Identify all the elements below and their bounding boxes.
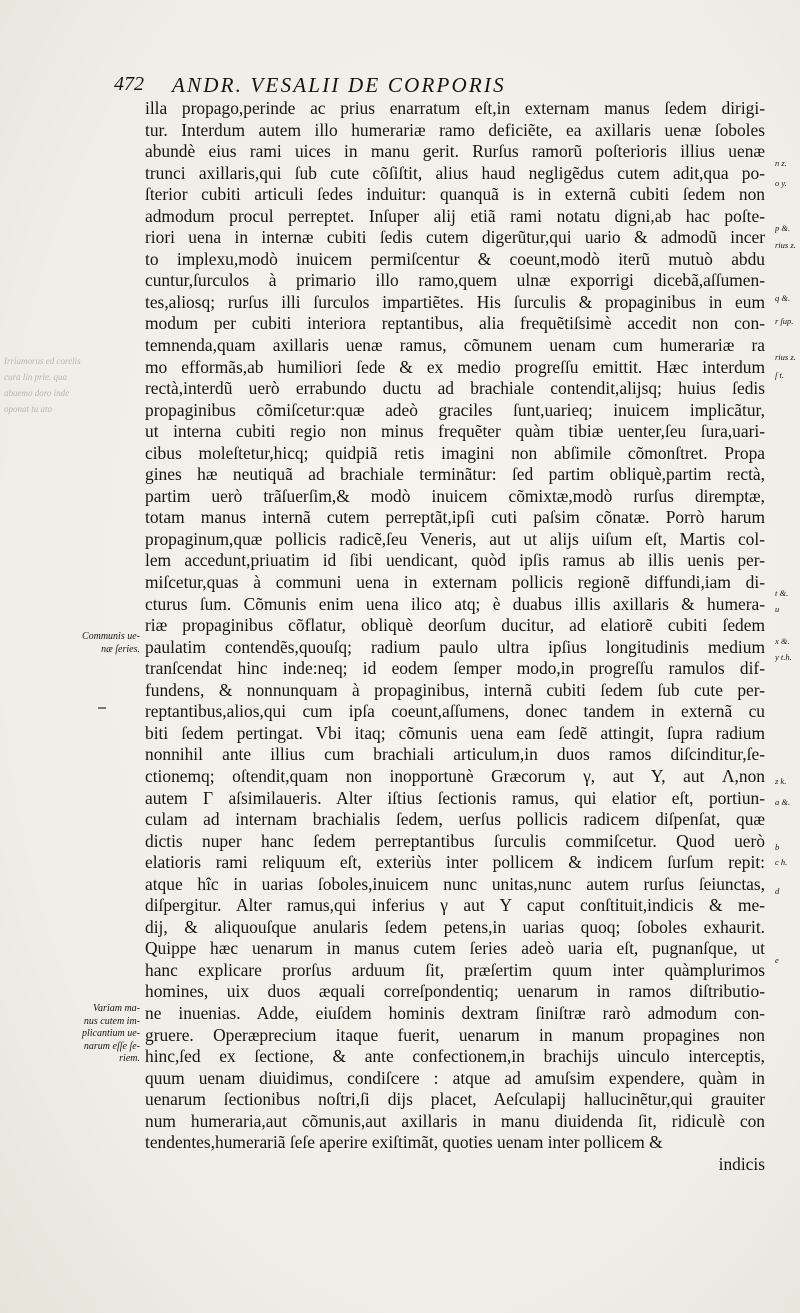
marginal-line: plicantium ue-: [81, 1028, 140, 1039]
text-line: abundè eius rami uices in manu gerit. Rurſus ramorũ poſterioris illius uenæ: [145, 141, 765, 162]
text-line: ut interna cubiti regio non minus frequẽter quàm tibiæ uenter,ſeu ſura,uari-: [145, 421, 765, 442]
text-line: Quippe hæc uenarum in manus cutem ſeries adeò uaria eſt, pugnanſque, ut: [145, 938, 765, 959]
text-line: uenarum ſectionibus noſtri,ſi dijs placet, Aeſculapij hallucinẽtur,qui grauiter: [145, 1089, 765, 1110]
text-line: illa propago,perinde ac prius enarratum eſt,in externam manus ſedem dirigi-: [145, 98, 765, 118]
siglum: ſ t.: [775, 370, 784, 380]
siglum: y t.h.: [775, 652, 792, 662]
text-line: rectà,interdũ uerò errabundo ductu ad brachiale contendit,alijsq; huius ſedis: [145, 378, 765, 399]
bleed-through-line: cura lin prie. qua: [4, 372, 67, 382]
text-line: autem Γ aſsimilaueris. Alter iſtius ſectionis ramus, qui elatior eſt, portiun-: [145, 787, 765, 808]
text-line: partim uerò trãſuerſim,& modò inuicem cõmixtæ,modò rurſus diremptæ,: [145, 485, 765, 506]
bleed-through-line: Irriamorus ed corelis: [4, 356, 81, 366]
text-line: totam manus internã cutem perreptãt,ipſi cuti paſsim cõnatæ. Porrò harum: [145, 507, 765, 528]
main-text-block: [145, 98, 765, 1175]
text-line: nonnihil ante illius cum brachiali articulum,in duos ramos diſcinditur,ſe-: [145, 744, 765, 765]
text-line: tes,aliosq; rurſus illi ſurculos impartiẽtes. His ſurculis & propaginibus in eum: [145, 291, 765, 312]
text-line: atque hîc in uarias ſoboles,inuicem nunc unitas,nunc autem rurſus ſeiunctas,: [145, 873, 765, 894]
siglum: n z.: [775, 158, 787, 168]
siglum: d: [775, 886, 780, 896]
marginal-note-communis: [60, 631, 140, 656]
running-title: ANDR. VESALII DE CORPORIS: [172, 73, 506, 97]
siglum: u: [775, 604, 780, 614]
siglum: q &.: [775, 293, 791, 303]
marginal-line: narum eſſe ſe-: [83, 1040, 140, 1052]
marginal-line: Communis ue-: [81, 631, 140, 642]
text-line: gruere. Operæprecium itaque fuerit, uenarum in manum propagines non: [145, 1024, 765, 1045]
siglum: r ſup.: [775, 316, 794, 326]
text-line: mo efformãs,ab humiliori ſede & ex medio progreſſu emittit. Hæc interdum: [145, 356, 765, 377]
text-line: diſpergitur. Alter ramus,qui inferius γ aut Y caput conſtituit,indicis & me-: [145, 895, 765, 916]
siglum: e: [775, 955, 779, 965]
bleed-through-line: oponat tu ato: [4, 404, 53, 414]
text-line: ne inuenias. Adde, eiuſdem hominis dextram ſiniſtræ rarò admodum con-: [145, 1002, 765, 1023]
text-line: riæ propaginibus cõflatur, obliquè deorſum ducitur, ad elatiorẽ cubiti ſedem: [145, 615, 765, 636]
marginal-line: riem.: [119, 1053, 140, 1064]
marginal-line: næ ſeries.: [101, 643, 140, 655]
text-line: paulatim contendẽs,quouſq; radium paulo ultra ipſius longitudinis medium: [145, 636, 765, 657]
text-line: gines hæ neutiquã ad brachiale terminãtur: ſed partim obliquè,partim rectà,: [145, 464, 765, 485]
text-line: homines, uix duos æquali correſpondentiq; uenarum in ramos diſtributio-: [145, 981, 765, 1002]
text-line: admodum procul perreptet. Inſuper alij etiã rami notatu digni,ab hac poſte-: [145, 205, 765, 226]
text-line: trunci axillaris,qui ſub cute cõſiſtit, alius haud negligẽdus cutem adit,qua po-: [145, 162, 765, 183]
text-line: hinc,ſed ex ſectione, & ante confectionem,in brachijs uinculo interceptis,: [145, 1046, 765, 1067]
text-line: num humeraria,aut cõmunis,aut axillaris in manu diuidenda ſit, ridiculè con: [145, 1110, 765, 1131]
text-line: indicis: [718, 1153, 765, 1174]
text-line: to implexu,modò inuicem permiſcentur & coeunt,modò iterũ mutuò abdu: [145, 248, 765, 269]
marginal-line: Variam ma-: [93, 1003, 140, 1014]
text-line: cuntur,ſurculos à primario illo ramo,quem ulnæ exporrigi dicebã,aſſumen-: [145, 270, 765, 291]
text-line: ctionemq; oſtendit,quam non inopportunè Græcorum γ, aut Y, aut Λ,non: [145, 765, 765, 786]
text-line: fundens, & nonnunquam à propaginibus, internã cubiti ſedem ſub cute per-: [145, 679, 765, 700]
text-line: propaginibus cõmiſcetur:quæ adeò graciles ſunt,uarieq; inuicem implicãtur,: [145, 399, 765, 420]
text-line: cibus moleſtetur,hicq; quidpiã retis imagini non abſimile cõmonſtret. Propa: [145, 442, 765, 463]
text-line: elatioris rami reliquum eſt, exteriùs inter pollicem & indicem ſurſum repit:: [145, 852, 765, 873]
siglum: b: [775, 842, 780, 852]
siglum: o y.: [775, 178, 787, 188]
page-number: 472: [114, 73, 144, 95]
text-line: temnenda,quam axillaris uenæ ramus, cõmunem uenam cum humerariæ ra: [145, 335, 765, 356]
siglum: t &.: [775, 588, 789, 598]
text-line: dictis nuper hanc ſedem perreptantibus ſurculis commiſcetur. Quod uerò: [145, 830, 765, 851]
text-line: cturus ſum. Cõmunis enim uena ilico atq; è duabus illis axillaris & humera-: [145, 593, 765, 614]
marginal-line: nus cutem im-: [83, 1015, 140, 1027]
siglum: c h.: [775, 857, 788, 867]
text-line: ſterior cubiti articuli ſedes induitur: quanquã is in externã cubiti ſedem non: [145, 184, 765, 205]
text-line: tranſcendat hinc inde:neq; id eodem ſemper modo,in progreſſu ramulos dif-: [145, 658, 765, 679]
text-line: tur. Interdum autem illo humerariæ ramo deficiẽte, ea axillaris uenæ ſoboles: [145, 119, 765, 140]
siglum: z k.: [775, 776, 787, 786]
text-line: miſcetur,quas à communi uena in externam pollicis regionẽ diffundi,iam di-: [145, 572, 765, 593]
text-line: hanc explicare prorſus arduum ſit, præſertim quum inter quàmplurimos: [145, 959, 765, 980]
siglum: p &.: [775, 223, 791, 233]
siglum: a &.: [775, 797, 791, 807]
text-line: riori uena in internæ cubiti ſedis cutem digerũtur,qui uario & admodũ incer: [145, 227, 765, 248]
siglum: rius z.: [775, 240, 796, 250]
siglum: x &.: [775, 636, 790, 646]
text-line: lem accedunt,priuatim id ſibi uendicant, quòd ipſis ramus ab illis uenis per-: [145, 550, 765, 571]
text-line: culam ad internam brachialis ſedem, uerſus pollicis radicem diſpenſat, quæ: [145, 809, 765, 830]
text-line: biti ſedem pertingat. Vbi itaq; cõmunis uena eam ſedẽ attingit, ſupra radium: [145, 722, 765, 743]
marginal-note-variam: [60, 1003, 140, 1066]
text-line: quum uenam diuidimus, condiſcere : atque ad amuſsim expendere, quàm in: [145, 1067, 765, 1088]
text-line: reptantibus,alios,qui cum ipſa coeunt,aſſumens, donec tandem in externã cu: [145, 701, 765, 722]
text-line: propaginum,quæ pollicis radicẽ,ſeu Veneris, aut ut alijs uiſum eſt, Martis col-: [145, 528, 765, 549]
bleed-through-line: abaemo doro inde: [4, 388, 70, 398]
page-header: [114, 73, 674, 101]
text-line: dij, & aliquouſque anularis ſedem petens,in uarias quoq; ſoboles exhaurit.: [145, 916, 765, 937]
text-line: tendentes,humerariã ſeſe aperire exiſtimãt, quoties uenam inter pollicem &: [145, 1132, 663, 1153]
text-line: modum per cubiti interiora reptantibus, alia frequẽtiſsimè accedit non con-: [145, 313, 765, 334]
siglum: rius z.: [775, 352, 796, 362]
margin-dash: [98, 707, 106, 709]
